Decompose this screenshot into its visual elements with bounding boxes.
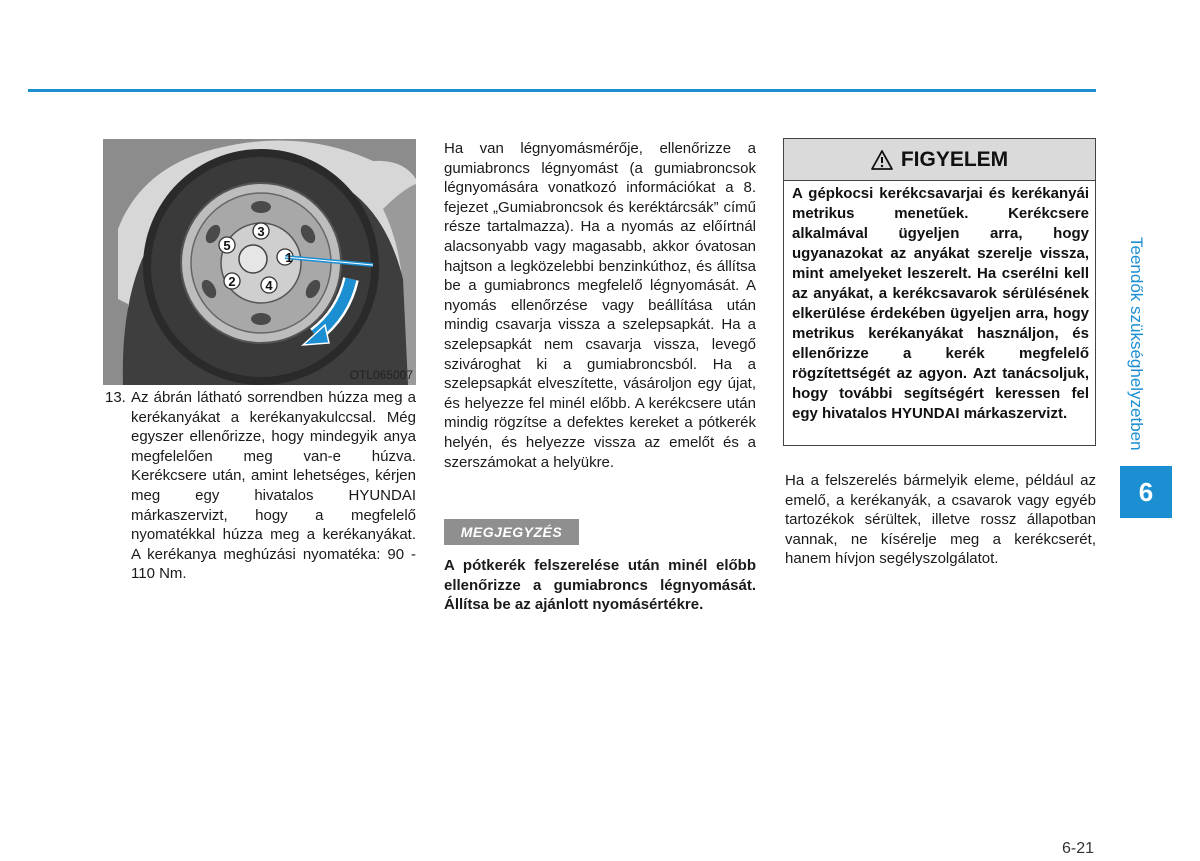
lug-number-5: 5 — [223, 238, 231, 253]
section-side-label — [1120, 237, 1152, 467]
section-title: Teendők szükséghelyzetben — [1127, 237, 1146, 451]
lug-number-3: 3 — [257, 224, 265, 239]
warning-title: FIGYELEM — [900, 147, 1009, 171]
warning-text: A gépkocsi kerékcsavarjai és kerékanyái metrikus menetűek. Kerékcsere alkalmával ügyeljen arra, hogy ugyanazokat az anyákat szerelje vissza, mint amelyeket leszerelt. Ha cserélni kell az anyákat, a kerékcsavarok sérülésének elkerülése érdekében ügyeljen arra, hogy metrikus kerékanyákat használjon, és ellenőrizze a kerék megfelelő rögzítettségét az agyon. Azt tanácsoljuk, hogy további segítségért keressen fel egy hivatalos HYUNDAI márkaszervizt. — [792, 185, 1089, 422]
warning-header — [784, 139, 1095, 181]
wheel-figure — [103, 139, 416, 385]
wheel-illustration — [103, 139, 416, 385]
equipment-paragraph: Ha a felszerelés bármelyik eleme, például az emelő, a kerékanyák, a csavarok vagy egyéb tartozékok sérültek, illetve rossz állapotban vannak, ne kísérelje meg a kerékcserét, hanem hívjon segélyszolgálatot. — [785, 472, 1096, 568]
lug-number-2: 2 — [228, 274, 236, 289]
lug-number-1: 1 — [285, 250, 293, 265]
page-number: 6-21 — [1061, 840, 1094, 857]
note-label: MEGJEGYZÉS — [444, 519, 579, 545]
chapter-tab: 6 — [1120, 466, 1172, 518]
note-text: A pótkerék felszerelése után minél előbb ellenőrizze a gumiabroncs légnyomását. Állítsa be az ajánlott nyomásértékre. — [444, 557, 756, 614]
step-number: 13. — [105, 389, 126, 406]
warning-box — [783, 138, 1096, 446]
figure-code: OTL065007 — [349, 368, 413, 382]
step-text: Az ábrán látható sorrendben húzza meg a kerékanyákat a kerékanyakulccsal. Még egyszer ellenőrizze, hogy mindegyik anya megfelelően meg van-e húzva. Kerékcsere után, amint lehetséges, kérjen meg egy hivatalos HYUNDAI márkaszervizt, hogy a megfelelő nyomatékkal húzza meg a kerékanyákat. A kerékanya meghúzási nyomatéka: 90 - 110 Nm. — [131, 389, 416, 583]
top-rule — [28, 89, 1096, 92]
step-13 — [105, 388, 416, 584]
warning-triangle-icon — [871, 150, 893, 170]
lug-number-4: 4 — [265, 278, 273, 293]
pressure-paragraph: Ha van légnyomásmérője, ellenőrizze a gumiabroncs légnyomást (a gumiabroncsok légnyomására vonatkozó információkat a 8. fejezet „Gumiabroncsok és keréktárcsák” című része tartalmazza). Ha a nyomás az előírtnál alacsonyabb vagy magasabb, akkor óvatosan hajtson a legközelebbi benzinkúthoz, és állítsa be a gumiabroncs megfelelő légnyomását. A nyomás ellenőrzése vagy beállítása után mindig csavarja vissza a szelepsapkát. Ha a szelepsapkát nem csavarja vissza, levegő szivároghat ki a gumiabroncsból. Ha a szelepsapkát elveszítette, vásároljon egy újat, és helyezze fel minél előbb. A kerékcsere után mindig rögzítse a defektes kereket a pótkerék helyén, és helyezze vissza az emelőt és a szerszámokat a helyükre. — [444, 140, 756, 471]
